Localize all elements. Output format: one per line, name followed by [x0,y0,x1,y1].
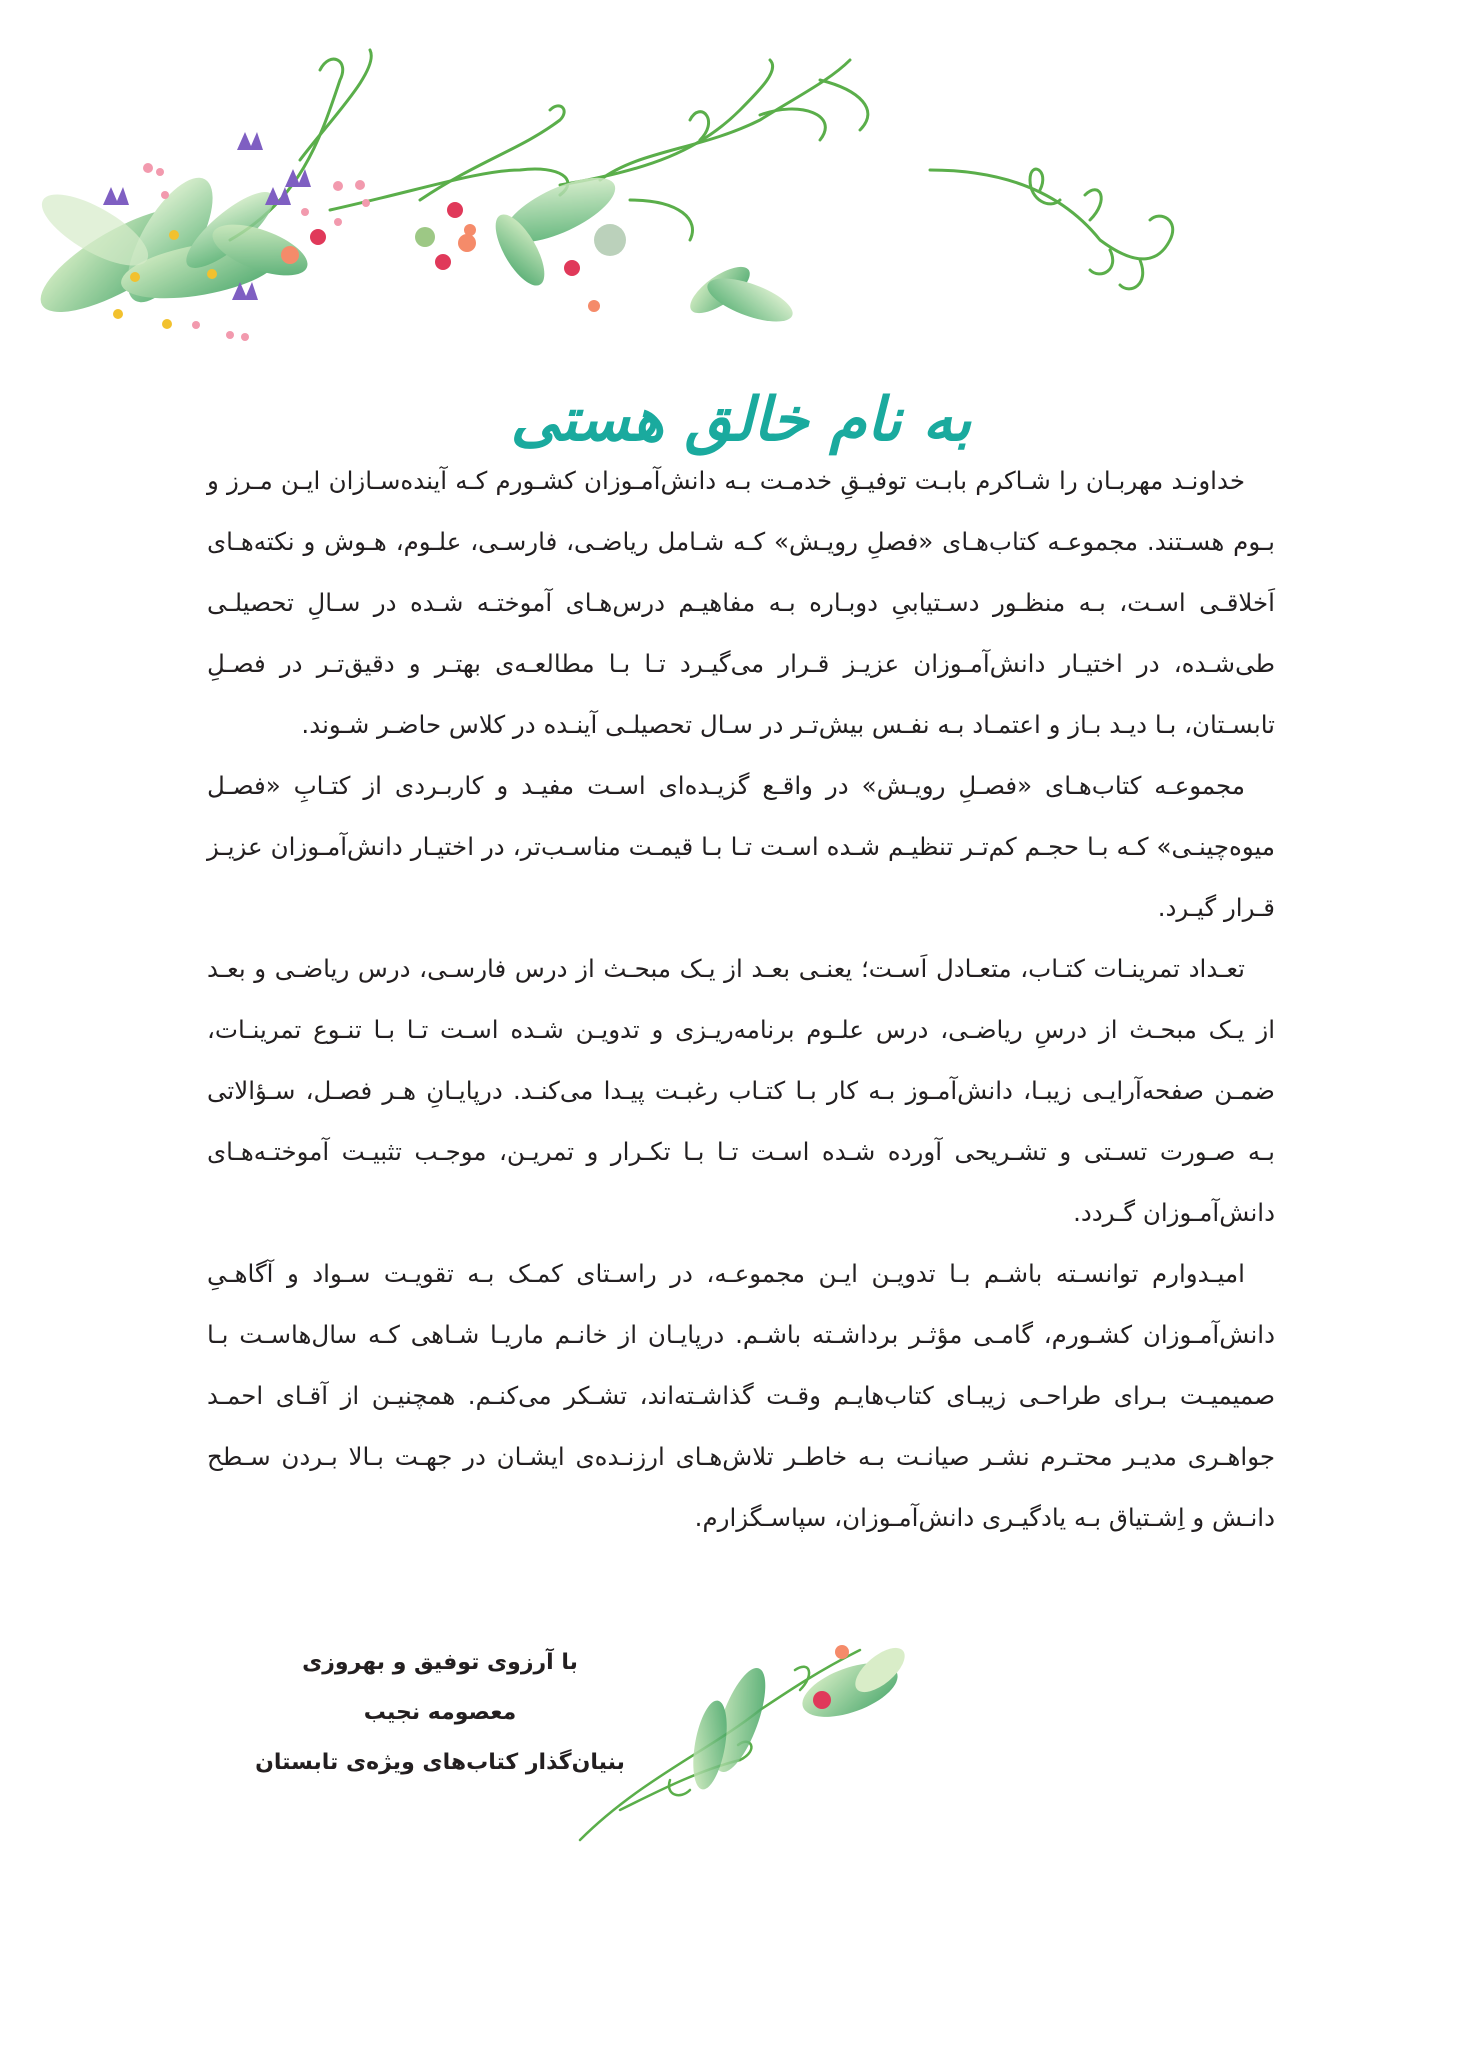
berry [813,1691,831,1709]
floral-decoration-top [0,0,1482,360]
paragraph-3: تعـداد تمرینـات کتـاب، متعـادل اَسـت؛ یعنـی بعـد از یـک مبحـث از درس فارسـی، درس ریاضـی و بعـد از یـک مبحـث از درسِ ریاضـی، درس علـوم برنامه‌ریـزی و تدویـن شـده اسـت تـا بـا تنـوع تمرینـات، ضمـن صفحه‌آرایـی زیبـا، دانش‌آمـوز بـه کار بـا کتـاب رغبـت پیـدا می‌کنـد. درپایـانِ هـر فصـل، سـؤالاتی بـه صـورت تسـتی و تشـریحی آورده شـده اسـت تـا بـا تکـرار و تمریـن، موجـب تثبیـت آموختـه‌هـای دانش‌آمـوزان گـردد. [207,954,1275,1227]
orange-flowers [281,224,600,312]
vine-strokes [230,50,1173,289]
orange-flower [835,1645,849,1659]
body-text [207,450,1275,1548]
paragraph-1: خداونـد مهربـان را شـاکرم بابـت توفیـقِ خدمـت بـه دانش‌آمـوزان کشـورم کـه آینده‌سـازان ایـن مـرز و بـوم هسـتند. مجموعـه کتاب‌هـای «فصلِ رویـش» کـه شـامل ریاضـی، فارسـی، علـوم، هـوش و نکته‌هـای اَخلاقـی اسـت، بـه منظـور دسـتیابیِ دوبـاره بـه مفاهیـم درس‌هـای آموختـه شـده در سـالِ تحصیلـی طی‌شـده، در اختیـار دانش‌آمـوزان عزیـز قـرار می‌گیـرد تـا بـا مطالعـه‌ی بهتـر و دقیق‌تـر در فصـلِ تابسـتان، بـا دیـد بـاز و اعتمـاد بـه نفـس بیش‌تـر در سـال تحصیلـی آینـده در کلاس حاضـر شـوند. [207,466,1275,739]
yellow-dots [113,230,217,329]
berries [310,202,580,276]
pink-buds [143,163,370,341]
signature-role: بنیان‌گذار کتاب‌های ویژه‌ی تابستان [255,1750,625,1775]
signature-block [250,1638,630,1788]
paragraph-2: مجموعـه کتاب‌هـای «فصـلِ رویـش» در واقـع گزیـده‌ای اسـت مفیـد و کاربـردی از کتـابِ «فصـل میوه‌چینـی» کـه بـا حجـم کم‌تـر تنظیـم شـده اسـت تـا بـا قیمـت مناسـب‌تر، در اختیـار دانش‌آمـوزان عزیـز قـرار گیـرد. [207,771,1275,922]
leaf-cluster-middle [415,165,798,331]
leaf-cluster-left [27,165,314,331]
signature-closing: با آرزوی توفیق و بهروزی [302,1650,578,1675]
page-title: به نام خالق هستی [510,385,972,456]
flowers-purple [103,132,311,300]
signature-author: معصومه نجیب [363,1700,517,1725]
paragraph-4: امیـدوارم توانسـته باشـم بـا تدویـن ایـن مجموعـه، در راسـتای کمـک بـه تقویـت سـواد و آگاهـیِ دانش‌آمـوزان کشـورم، گامـی مؤثـر برداشـته باشـم. درپایـان از خانـم ماریـا شـاهی کـه سال‌هاسـت بـا صمیمیـت بـرای طراحـی زیبـای کتاب‌هایـم وقـت گذاشـته‌اند، تشـکر می‌کنـم. همچنیـن از آقـای احمـد جواهـری مدیـر محتـرم نشـر صیانـت بـه خاطـر تلاش‌هـای ارزنـده‌ی ایشـان در جهـت بـالا بـردن سـطح دانـش و اِشـتیاق بـه یادگیـری دانش‌آمـوزان، سپاسـگزارم. [207,1259,1275,1532]
